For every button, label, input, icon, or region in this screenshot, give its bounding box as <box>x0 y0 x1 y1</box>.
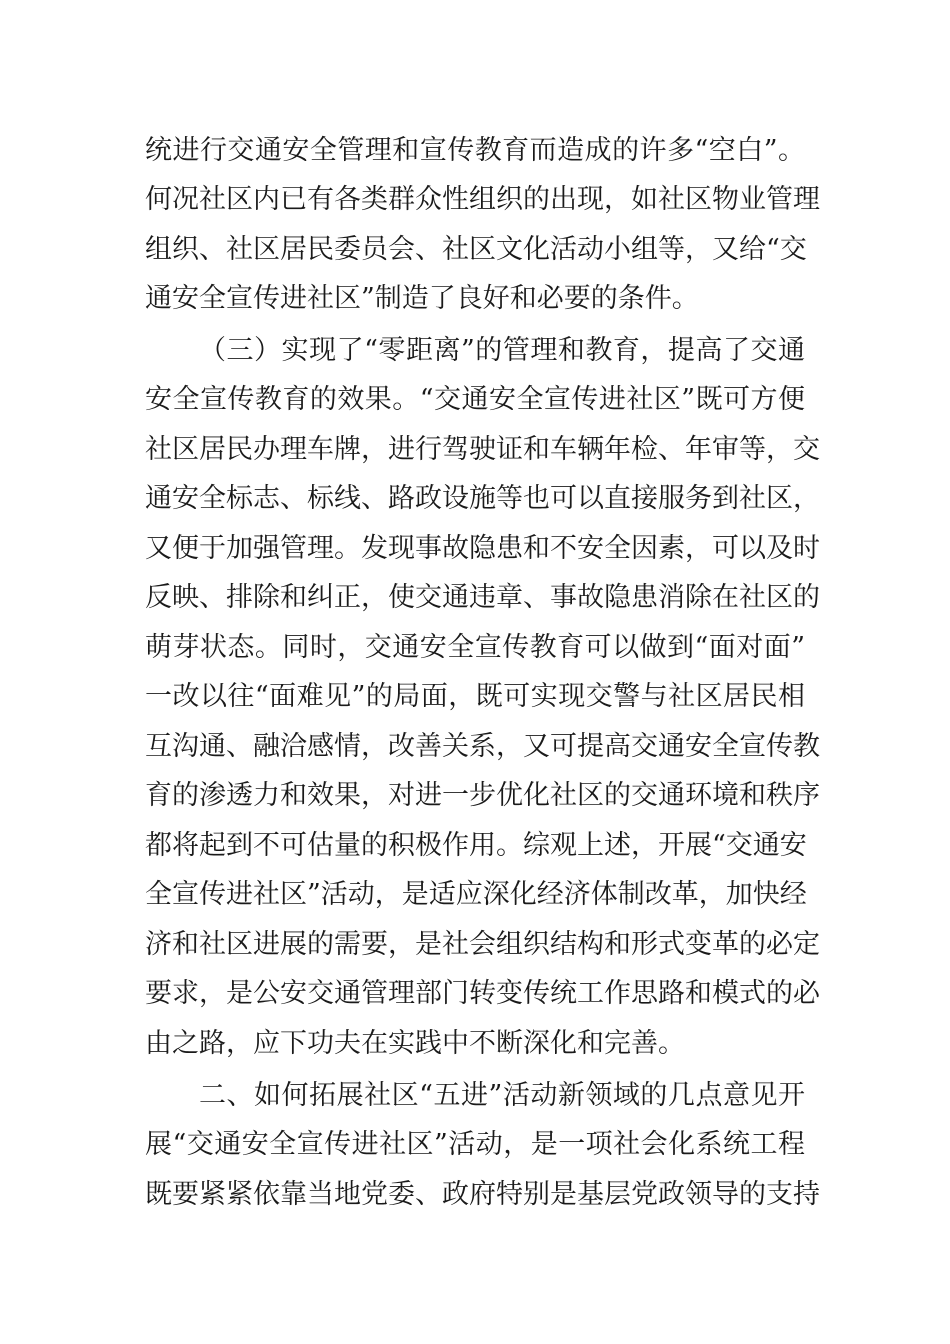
text-line-2: 何况社区内已有各类群众性组织的出现，如社区物业管理 <box>145 184 820 215</box>
text-line-11: 萌芽状态。同时，交通安全宣传教育可以做到“面对面” <box>145 632 805 663</box>
text-line-10: 反映、排除和纠正，使交通违章、事故隐患消除在社区的 <box>145 582 820 613</box>
text-line-9: 又便于加强管理。发现事故隐患和不安全因素，可以及时 <box>145 533 820 564</box>
text-line-1: 统进行交通安全管理和宣传教育而造成的许多“空白”。 <box>145 135 805 166</box>
text-line-15: 都将起到不可估量的积极作用。综观上述，开展“交通安 <box>145 830 807 861</box>
text-line-21: 展“交通安全宣传进社区”活动，是一项社会化系统工程 <box>145 1129 805 1160</box>
text-line-17: 济和社区进展的需要，是社会组织结构和形式变革的必定 <box>145 929 820 960</box>
text-line-12: 一改以往“面难见”的局面，既可实现交警与社区居民相 <box>145 681 805 712</box>
section-heading-2: 二、如何拓展社区“五进”活动新领域的几点意见开 <box>199 1080 805 1111</box>
paragraph-heading-3: （三）实现了“零距离”的管理和教育，提高了交通 <box>199 335 805 366</box>
text-line-3: 组织、社区居民委员会、社区文化活动小组等，又给“交 <box>145 234 807 265</box>
text-line-13: 互沟通、融洽感情，改善关系，又可提高交通安全宣传教 <box>145 731 820 762</box>
text-line-6: 安全宣传教育的效果。“交通安全宣传进社区”既可方便 <box>145 384 805 415</box>
text-line-16: 全宣传进社区”活动，是适应深化经济体制改革，加快经 <box>145 879 807 910</box>
text-line-19: 由之路，应下功夫在实践中不断深化和完善。 <box>145 1028 685 1059</box>
text-line-4: 通安全宣传进社区”制造了良好和必要的条件。 <box>145 283 699 314</box>
text-line-8: 通安全标志、标线、路政设施等也可以直接服务到社区， <box>145 483 820 514</box>
text-line-22: 既要紧紧依靠当地党委、政府特别是基层党政领导的支持 <box>145 1179 820 1210</box>
text-line-18: 要求，是公安交通管理部门转变传统工作思路和模式的必 <box>145 978 820 1009</box>
text-line-7: 社区居民办理车牌，进行驾驶证和车辆年检、年审等，交 <box>145 434 820 465</box>
text-line-14: 育的渗透力和效果，对进一步优化社区的交通环境和秩序 <box>145 780 820 811</box>
